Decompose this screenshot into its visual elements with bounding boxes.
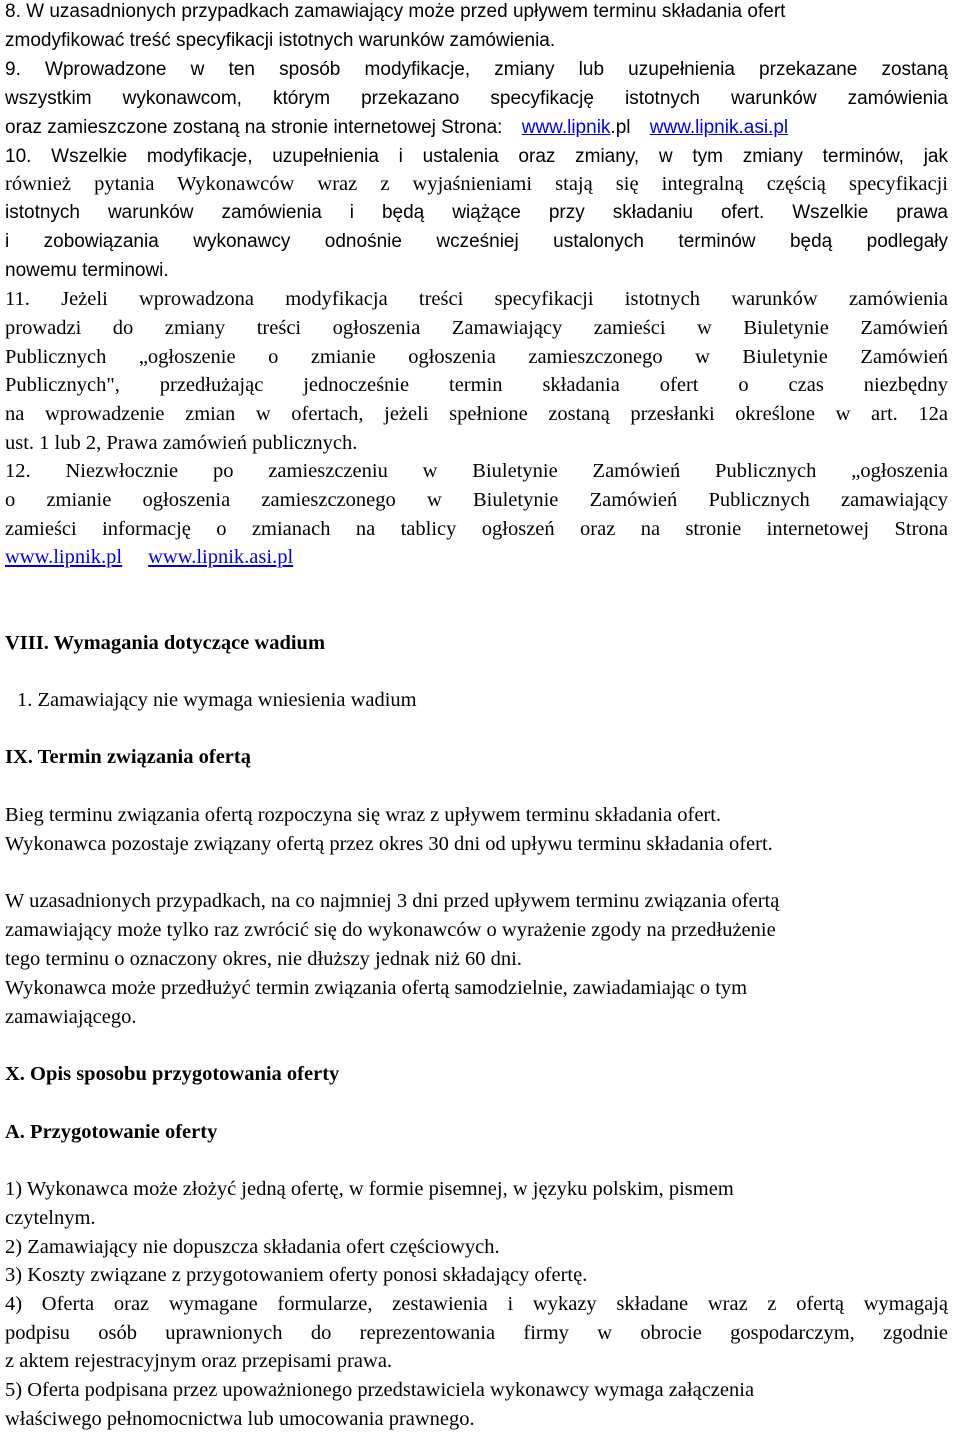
- section-9-para-2-line-2: zamawiający może tylko raz zwrócić się do wykonawców o wyrażenie zgody na przedłużenie: [5, 919, 776, 941]
- section-9-para-1-line-2: Wykonawca pozostaje związany ofertą przez okres 30 dni od upływu terminu składania ofert.: [5, 833, 773, 855]
- point-12-line-2: o zmianie ogłoszenia zamieszczonego w Biuletynie Zamówień Publicznych zamawiający: [5, 489, 948, 511]
- section-10-heading: X. Opis sposobu przygotowania oferty: [5, 1063, 340, 1085]
- section-10-item-2: 2) Zamawiający nie dopuszcza składania ofert częściowych.: [5, 1236, 500, 1258]
- section-10-item-4-line-3: z aktem rejestracyjnym oraz przepisami prawa.: [5, 1350, 393, 1372]
- point-10-line-2: również pytania Wykonawców wraz z wyjaśnieniami stają się integralną częścią specyfikacji: [5, 173, 948, 195]
- point-11-line-5: na wprowadzenie zmian w ofertach, jeżeli spełnione zostaną przesłanki określone w art. 12a: [5, 403, 948, 425]
- point-10-line-5: nowemu terminowi.: [5, 260, 169, 281]
- section-10-item-4-line-1: 4) Oferta oraz wymagane formularze, zestawienia i wykazy składane wraz z ofertą wymagają: [5, 1293, 948, 1315]
- point-9-line-2: wszystkim wykonawcom, którym przekazano specyfikację istotnych warunków zamówienia: [5, 88, 948, 109]
- section-9-para-2-line-3: tego terminu o oznaczony okres, nie dłuższy jednak niż 60 dni.: [5, 948, 522, 970]
- point-11-line-3: Publicznych „ogłoszenie o zmianie ogłoszenia zamieszczonego w Biuletynie Zamówień: [5, 346, 948, 368]
- point-11-line-4: Publicznych", przedłużając jednocześnie termin składania ofert o czas niezbędny: [5, 374, 948, 396]
- point-8-line-2: zmodyfikować treść specyfikacji istotnych warunków zamówienia.: [5, 30, 556, 51]
- section-9-heading: IX. Termin związania ofertą: [5, 746, 251, 768]
- point-9-line-3: [5, 116, 948, 139]
- lipnik-link[interactable]: www.lipnik: [521, 117, 611, 138]
- point-12-links: [5, 545, 948, 569]
- point-11-line-6: ust. 1 lub 2, Prawa zamówień publicznych.: [5, 432, 358, 454]
- section-10-item-1-line-1: 1) Wykonawca może złożyć jedną ofertę, w formie pisemnej, w języku polskim, pismem: [5, 1178, 734, 1200]
- section-8-heading: VIII. Wymagania dotyczące wadium: [5, 632, 326, 654]
- section-10-item-4-line-2: podpisu osób uprawnionych do reprezentowania firmy w obrocie gospodarczym, zgodnie: [5, 1322, 948, 1344]
- lipnik-link-suffix: .pl: [610, 117, 631, 138]
- section-10-item-3: 3) Koszty związane z przygotowaniem oferty ponosi składający ofertę.: [5, 1264, 588, 1286]
- section-10-item-1-line-2: czytelnym.: [5, 1207, 96, 1229]
- section-10-subheading: A. Przygotowanie oferty: [5, 1121, 218, 1143]
- point-8-line-1: 8. W uzasadnionych przypadkach zamawiający może przed upływem terminu składania ofert: [5, 1, 786, 22]
- lipnik-asi-link-2[interactable]: www.lipnik.asi.pl: [148, 546, 294, 568]
- point-9-line-1: 9. Wprowadzone w ten sposób modyfikacje, zmiany lub uzupełnienia przekazane zostaną: [5, 59, 948, 80]
- point-10-line-3: istotnych warunków zamówienia i będą wiążące przy składaniu ofert. Wszelkie prawa: [5, 202, 948, 223]
- point-12-line-1: 12. Niezwłocznie po zamieszczeniu w Biuletynie Zamówień Publicznych „ogłoszenia: [5, 460, 948, 482]
- section-9-para-2-line-1: W uzasadnionych przypadkach, na co najmniej 3 dni przed upływem terminu związania ofertą: [5, 890, 780, 912]
- lipnik-asi-link[interactable]: www.lipnik.asi.pl: [649, 117, 789, 138]
- section-9-para-3-line-1: Wykonawca może przedłużyć termin związania ofertą samodzielnie, zawiadamiając o tym: [5, 977, 748, 999]
- section-9-para-1-line-1: Bieg terminu związania ofertą rozpoczyna się wraz z upływem terminu składania ofert.: [5, 804, 722, 826]
- point-12-line-3: zamieści informację o zmianach na tablicy ogłoszeń oraz na stronie internetowej Strona: [5, 518, 948, 540]
- point-9-line-3-text: oraz zamieszczone zostaną na stronie internetowej Strona:: [5, 117, 503, 138]
- point-10-line-4: i zobowiązania wykonawcy odnośnie wcześniej ustalonych terminów będą podlegały: [5, 231, 948, 252]
- point-11-line-2: prowadzi do zmiany treści ogłoszenia Zamawiający zamieści w Biuletynie Zamówień: [5, 317, 948, 339]
- point-11-line-1: 11. Jeżeli wprowadzona modyfikacja treści specyfikacji istotnych warunków zamówienia: [5, 288, 948, 310]
- point-10-line-1: 10. Wszelkie modyfikacje, uzupełnienia i ustalenia oraz zmiany, w tym zmiany terminów, jak: [5, 146, 948, 167]
- section-8-item-1: 1. Zamawiający nie wymaga wniesienia wadium: [17, 689, 417, 711]
- section-10-item-5-line-2: właściwego pełnomocnictwa lub umocowania prawnego.: [5, 1408, 475, 1430]
- section-10-item-5-line-1: 5) Oferta podpisana przez upoważnionego przedstawiciela wykonawcy wymaga załączenia: [5, 1379, 755, 1401]
- section-9-para-3-line-2: zamawiającego.: [5, 1006, 137, 1028]
- lipnik-link-2[interactable]: www.lipnik.pl: [5, 546, 123, 568]
